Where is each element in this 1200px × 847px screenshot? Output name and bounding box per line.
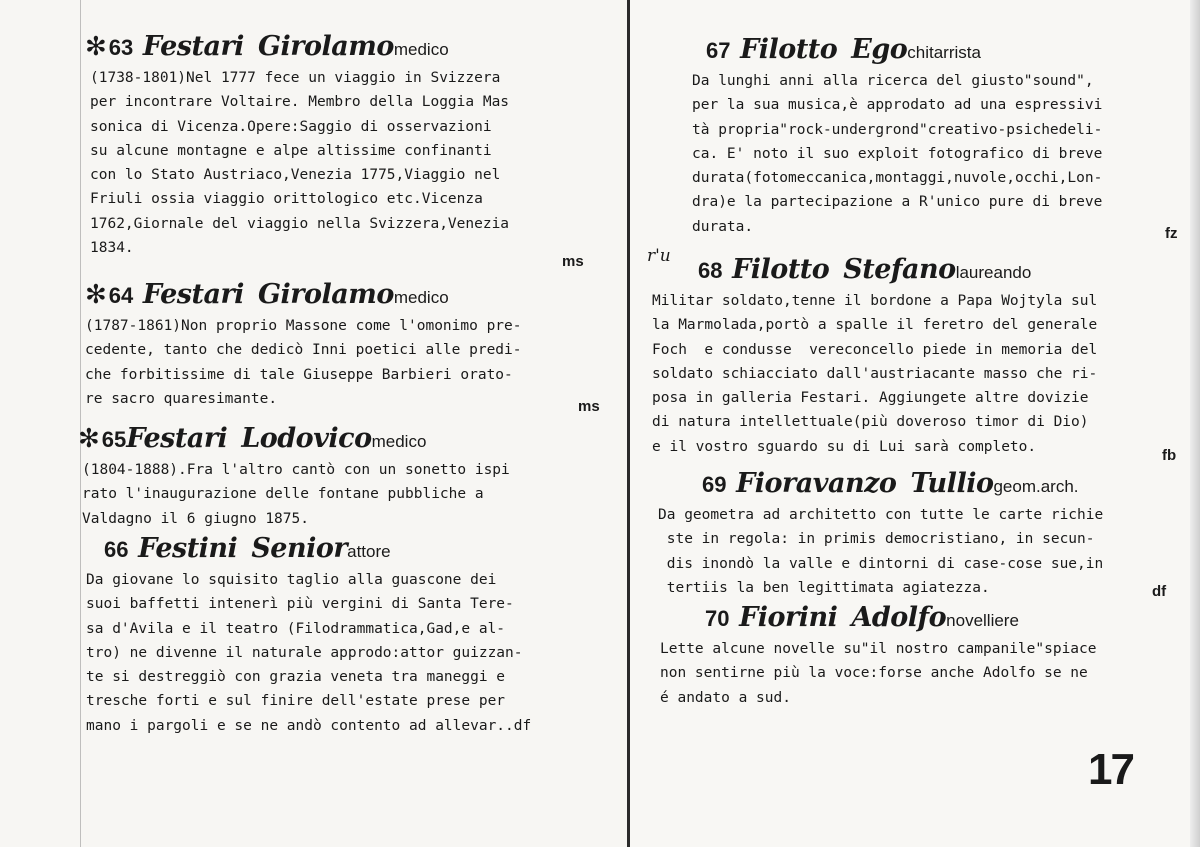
entry-last-name: Girolamo	[257, 279, 394, 310]
text-line: di natura intellettuale(più doveroso timor di Dio)	[652, 414, 1089, 431]
entry-text	[82, 458, 510, 531]
text-line: dis inondò la valle e dintorni di case-cose sue,in	[658, 555, 1104, 572]
entry-heading	[698, 256, 1097, 283]
entry-last-name: Senior	[251, 533, 348, 564]
text-line: per incontrare Voltaire. Membro della Loggia Mas	[90, 94, 510, 111]
entry-heading	[78, 425, 510, 452]
asterisk-icon: ✻	[78, 424, 100, 454]
entry-number: 64	[108, 283, 134, 308]
entry-text	[85, 314, 522, 411]
page-number: 17	[1088, 745, 1133, 794]
text-line: Da geometra ad architetto con tutte le carte richie	[658, 507, 1104, 523]
entry-profession: medico	[371, 432, 427, 451]
entry-heading	[706, 36, 1102, 63]
text-line: durata.	[692, 218, 754, 235]
text-line: soldato schiacciato dall'austriacante masso che ri-	[652, 365, 1098, 382]
text-line: non sentirne più la voce:forse anche Adolfo se ne	[660, 665, 1088, 682]
entry-heading	[85, 281, 522, 308]
entry-68	[652, 256, 1097, 459]
entry-text	[658, 503, 1103, 600]
text-line: sa d'Avila e il teatro (Filodrammatica,Gad,e al-	[86, 620, 506, 637]
entry-text	[90, 66, 509, 260]
text-line: ste in regola: in primis democristiano, in secun-	[658, 531, 1095, 548]
text-line: rato l'inaugurazione delle fontane pubbliche a	[82, 486, 484, 503]
text-line: é andato a sud.	[660, 689, 791, 706]
page-edge	[1190, 0, 1200, 847]
entry-64	[85, 281, 522, 411]
text-line: su alcune montagne e alpe altissime confinanti	[90, 142, 492, 159]
text-line: tro) ne divenne il naturale approdo:attor guizzan-	[86, 644, 523, 661]
author-initials: fz	[1165, 225, 1178, 242]
entry-first-name: Filotto	[740, 34, 838, 65]
entry-profession: medico	[393, 40, 449, 59]
text-line: 1762,Giornale del viaggio nella Svizzera,Venezia	[90, 215, 510, 232]
entry-first-name: Festari	[142, 279, 244, 310]
book-spine	[627, 0, 630, 847]
entry-last-name: Girolamo	[257, 31, 394, 62]
entry-last-name: Lodovico	[241, 423, 372, 454]
entry-number: 66	[104, 537, 129, 562]
entry-heading	[85, 33, 509, 60]
text-line: tà propria"rock-undergrond"creativo-psichedeli-	[692, 121, 1103, 138]
text-line: Foch e condusse vereconcello piede in memoria del	[652, 341, 1098, 358]
author-initials: fb	[1162, 447, 1177, 464]
text-line: che forbitissime di tale Giuseppe Barbieri orato-	[85, 366, 513, 383]
entry-last-name: Ego	[851, 34, 908, 65]
margin-note: r'u	[647, 246, 671, 266]
entry-profession: chitarrista	[907, 43, 981, 62]
text-line: e il vostro sguardo su di Lui sarà completo.	[652, 438, 1037, 455]
entry-first-name: Fiorini	[739, 602, 838, 633]
entry-70	[660, 604, 1097, 710]
text-line: 1834.	[90, 240, 134, 257]
entry-profession: geom.arch.	[993, 477, 1079, 496]
entry-number: 69	[702, 472, 727, 497]
asterisk-icon: ✻	[85, 32, 107, 62]
text-line: con lo Stato Austriaco,Venezia 1775,Viaggio nel	[90, 167, 501, 184]
entry-profession: attore	[347, 542, 391, 561]
text-line: mano i pargoli e se ne andò contento ad allevar..df	[86, 717, 532, 734]
text-line: sonica di Vicenza.Opere:Saggio di osservazioni	[90, 118, 492, 135]
entry-number: 67	[706, 38, 731, 63]
asterisk-icon: ✻	[85, 280, 107, 310]
author-initials: df	[1152, 583, 1167, 600]
entry-69	[658, 470, 1103, 600]
text-line: Da lunghi anni alla ricerca del giusto"sound",	[692, 73, 1094, 89]
text-line: (1738-1801)Nel 1777 fece un viaggio in Svizzera	[90, 70, 501, 86]
text-line: cedente, tanto che dedicò Inni poetici alle predi-	[85, 342, 522, 359]
text-line: te si destreggiò con grazia veneta tra maneggi e	[86, 669, 506, 686]
entry-text	[692, 69, 1102, 239]
text-line: re sacro quaresimante.	[85, 390, 278, 407]
entry-text	[660, 637, 1097, 710]
entry-number: 68	[698, 258, 723, 283]
text-line: Friuli ossia viaggio orittologico etc.Vicenza	[90, 191, 483, 208]
text-line: (1804-1888).Fra l'altro cantò con un sonetto ispi	[82, 462, 510, 478]
text-line: per la sua musica,è approdato ad una espressivi	[692, 97, 1103, 114]
entry-text	[86, 568, 531, 738]
text-line: la Marmolada,portò a spalle il feretro del generale	[652, 317, 1098, 334]
text-line: posa in galleria Festari. Aggiungete altre dovizie	[652, 390, 1089, 407]
text-line: tertiis la ben legittimata agiatezza.	[658, 579, 990, 596]
entry-last-name: Stefano	[843, 254, 956, 285]
text-line: Da giovane lo squisito taglio alla guascone dei	[86, 572, 497, 588]
entry-profession: novelliere	[946, 611, 1019, 630]
entry-heading	[104, 535, 531, 562]
entry-last-name: Adolfo	[851, 602, 947, 633]
text-line: durata(fotomeccanica,montaggi,nuvole,occhi,Lon-	[692, 170, 1103, 187]
entry-65	[78, 425, 510, 531]
text-line: suoi baffetti intenerì più vergini di Santa Tere-	[86, 596, 514, 613]
entry-heading	[702, 470, 1103, 497]
entry-63	[85, 33, 509, 260]
text-line: Lette alcune novelle su"il nostro campanile"spiace	[660, 641, 1097, 657]
entry-last-name: Tullio	[910, 468, 994, 499]
text-line: (1787-1861)Non proprio Massone come l'omonimo pre-	[85, 318, 522, 334]
entry-first-name: Festari	[142, 31, 244, 62]
text-line: tresche forti e sul finire dell'estate prese per	[86, 693, 506, 710]
entry-text	[652, 289, 1097, 459]
entry-first-name: Filotto	[732, 254, 830, 285]
entry-heading	[705, 604, 1097, 631]
entry-67	[692, 36, 1102, 239]
text-line: dra)e la partecipazione a R'unico pure di breve	[692, 194, 1103, 211]
author-initials: ms	[562, 253, 584, 270]
entry-66	[86, 535, 531, 738]
entry-number: 63	[108, 35, 134, 60]
text-line: ca. E' noto il suo exploit fotografico di breve	[692, 145, 1103, 162]
entry-number: 65	[101, 427, 127, 452]
entry-number: 70	[705, 606, 730, 631]
entry-first-name: Festari	[126, 423, 228, 454]
text-line: Valdagno il 6 giugno 1875.	[82, 510, 309, 527]
entry-first-name: Festini	[138, 533, 238, 564]
author-initials: ms	[578, 398, 600, 415]
entry-profession: medico	[393, 288, 449, 307]
text-line: Militar soldato,tenne il bordone a Papa Wojtyla sul	[652, 293, 1098, 309]
entry-first-name: Fioravanzo	[736, 468, 897, 499]
entry-profession: laureando	[955, 263, 1032, 282]
